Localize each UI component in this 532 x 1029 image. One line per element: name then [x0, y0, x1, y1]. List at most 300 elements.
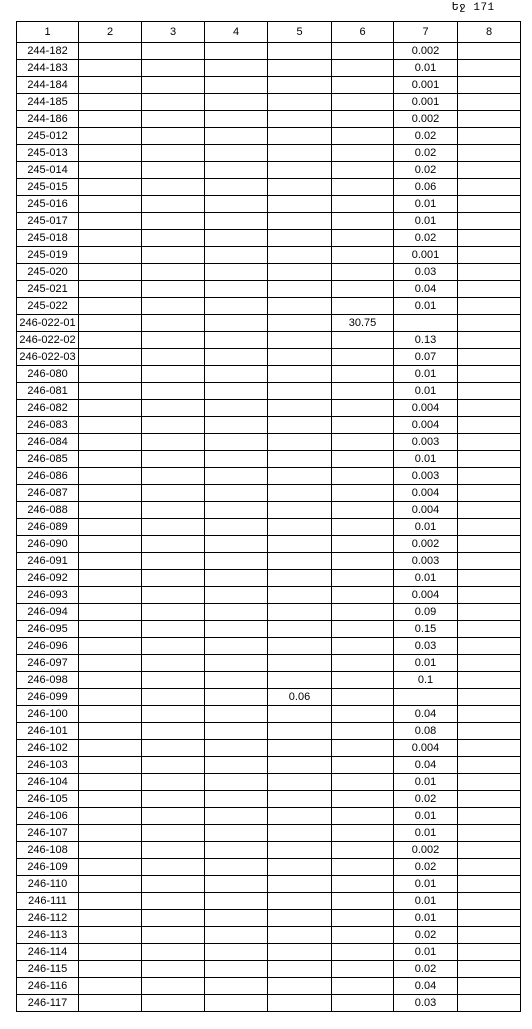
- table-row: [17, 298, 521, 315]
- table-cell-col-8: [458, 587, 521, 604]
- table-cell-col-8: [458, 944, 521, 961]
- table-cell-col-5: [268, 502, 332, 519]
- table-cell-col-5: [268, 383, 332, 400]
- row-id-cell: 246-090: [17, 536, 79, 553]
- table-cell-col-6: [332, 434, 394, 451]
- table-cell-col-2: [79, 145, 142, 162]
- table-cell-col-3: [142, 638, 205, 655]
- table-row: [17, 434, 521, 451]
- table-cell-col-8: [458, 638, 521, 655]
- table-row: [17, 842, 521, 859]
- table-cell-col-5: [268, 349, 332, 366]
- table-cell-col-2: [79, 927, 142, 944]
- table-cell-col-5: [268, 655, 332, 672]
- table-row: [17, 995, 521, 1012]
- table-cell-col-6: [332, 400, 394, 417]
- table-cell-col-8: [458, 247, 521, 264]
- column-header-3: 3: [142, 22, 205, 43]
- table-cell-col-3: [142, 978, 205, 995]
- table-row: [17, 383, 521, 400]
- row-id-cell: 246-116: [17, 978, 79, 995]
- table-cell-col-4: [205, 196, 268, 213]
- table-cell-col-7: 0.004: [394, 400, 458, 417]
- row-id-cell: 245-016: [17, 196, 79, 213]
- table-cell-col-8: [458, 825, 521, 842]
- table-row: [17, 162, 521, 179]
- table-cell-col-3: [142, 247, 205, 264]
- table-cell-col-5: [268, 298, 332, 315]
- table-cell-col-4: [205, 791, 268, 808]
- table-cell-col-5: [268, 196, 332, 213]
- table-cell-col-6: [332, 638, 394, 655]
- table-cell-col-3: [142, 808, 205, 825]
- table-row: [17, 264, 521, 281]
- table-cell-col-2: [79, 672, 142, 689]
- table-cell-col-6: 30.75: [332, 315, 394, 332]
- table-cell-col-7: 0.04: [394, 281, 458, 298]
- row-id-cell: 244-185: [17, 94, 79, 111]
- table-cell-col-7: [394, 689, 458, 706]
- table-header: [17, 22, 521, 43]
- table-row: [17, 927, 521, 944]
- table-cell-col-7: 0.02: [394, 145, 458, 162]
- table-cell-col-2: [79, 910, 142, 927]
- table-cell-col-2: [79, 111, 142, 128]
- table-cell-col-3: [142, 77, 205, 94]
- table-cell-col-8: [458, 723, 521, 740]
- table-cell-col-4: [205, 468, 268, 485]
- table-cell-col-5: [268, 808, 332, 825]
- table-cell-col-8: [458, 961, 521, 978]
- page-number-label: Եջ 171: [452, 2, 495, 14]
- table-cell-col-7: 0.01: [394, 876, 458, 893]
- table-cell-col-6: [332, 791, 394, 808]
- table-cell-col-3: [142, 298, 205, 315]
- table-cell-col-5: [268, 451, 332, 468]
- table-cell-col-8: [458, 349, 521, 366]
- table-cell-col-5: [268, 604, 332, 621]
- table-cell-col-2: [79, 162, 142, 179]
- table-cell-col-4: [205, 281, 268, 298]
- table-cell-col-5: [268, 587, 332, 604]
- table-row: [17, 213, 521, 230]
- table-cell-col-4: [205, 315, 268, 332]
- table-cell-col-8: [458, 77, 521, 94]
- table-cell-col-5: [268, 162, 332, 179]
- table-cell-col-6: [332, 570, 394, 587]
- table-cell-col-4: [205, 111, 268, 128]
- table-cell-col-8: [458, 264, 521, 281]
- table-cell-col-6: [332, 230, 394, 247]
- table-row: [17, 111, 521, 128]
- table-cell-col-5: [268, 400, 332, 417]
- table-cell-col-2: [79, 536, 142, 553]
- table-cell-col-2: [79, 366, 142, 383]
- table-cell-col-2: [79, 213, 142, 230]
- table-cell-col-2: [79, 774, 142, 791]
- table-cell-col-4: [205, 961, 268, 978]
- table-cell-col-7: 0.001: [394, 247, 458, 264]
- row-id-cell: 246-084: [17, 434, 79, 451]
- table-cell-col-8: [458, 655, 521, 672]
- table-cell-col-4: [205, 264, 268, 281]
- table-cell-col-8: [458, 230, 521, 247]
- table-cell-col-8: [458, 383, 521, 400]
- table-cell-col-4: [205, 128, 268, 145]
- table-cell-col-7: 0.01: [394, 60, 458, 77]
- table-row: [17, 553, 521, 570]
- table-cell-col-2: [79, 808, 142, 825]
- table-cell-col-4: [205, 536, 268, 553]
- table-cell-col-3: [142, 859, 205, 876]
- table-cell-col-7: 0.01: [394, 366, 458, 383]
- row-id-cell: 246-089: [17, 519, 79, 536]
- table-cell-col-6: [332, 995, 394, 1012]
- table-cell-col-8: [458, 519, 521, 536]
- table-cell-col-2: [79, 77, 142, 94]
- table-cell-col-6: [332, 383, 394, 400]
- table-cell-col-2: [79, 689, 142, 706]
- table-cell-col-7: 0.04: [394, 706, 458, 723]
- table-row: [17, 808, 521, 825]
- table-cell-col-8: [458, 978, 521, 995]
- table-cell-col-4: [205, 179, 268, 196]
- table-cell-col-5: [268, 230, 332, 247]
- table-cell-col-2: [79, 400, 142, 417]
- table-cell-col-4: [205, 927, 268, 944]
- table-cell-col-3: [142, 519, 205, 536]
- table-cell-col-4: [205, 638, 268, 655]
- table-cell-col-4: [205, 740, 268, 757]
- table-cell-col-7: 0.01: [394, 944, 458, 961]
- table-row: [17, 740, 521, 757]
- table-cell-col-6: [332, 978, 394, 995]
- table-cell-col-7: 0.001: [394, 77, 458, 94]
- table-cell-col-5: [268, 706, 332, 723]
- row-id-cell: 246-109: [17, 859, 79, 876]
- table-cell-col-8: [458, 672, 521, 689]
- table-cell-col-2: [79, 638, 142, 655]
- table-cell-col-5: [268, 927, 332, 944]
- table-row: [17, 723, 521, 740]
- table-cell-col-6: [332, 536, 394, 553]
- table-cell-col-2: [79, 944, 142, 961]
- table-cell-col-4: [205, 145, 268, 162]
- table-cell-col-4: [205, 485, 268, 502]
- table-cell-col-2: [79, 230, 142, 247]
- table-cell-col-6: [332, 43, 394, 60]
- table-cell-col-3: [142, 791, 205, 808]
- table-cell-col-6: [332, 689, 394, 706]
- table-cell-col-4: [205, 672, 268, 689]
- table-cell-col-7: 0.02: [394, 230, 458, 247]
- table-cell-col-6: [332, 94, 394, 111]
- table-cell-col-7: 0.03: [394, 995, 458, 1012]
- table-cell-col-3: [142, 536, 205, 553]
- table-row: [17, 825, 521, 842]
- table-cell-col-6: [332, 145, 394, 162]
- table-cell-col-7: 0.02: [394, 791, 458, 808]
- table-cell-col-3: [142, 366, 205, 383]
- table-row: [17, 638, 521, 655]
- table-cell-col-2: [79, 502, 142, 519]
- table-cell-col-7: 0.15: [394, 621, 458, 638]
- table-cell-col-8: [458, 281, 521, 298]
- table-cell-col-5: [268, 944, 332, 961]
- table-cell-col-4: [205, 808, 268, 825]
- table-cell-col-4: [205, 570, 268, 587]
- row-id-cell: 246-085: [17, 451, 79, 468]
- table-cell-col-6: [332, 468, 394, 485]
- table-row: [17, 417, 521, 434]
- table-cell-col-2: [79, 553, 142, 570]
- row-id-cell: 246-093: [17, 587, 79, 604]
- table-cell-col-8: [458, 570, 521, 587]
- table-cell-col-3: [142, 910, 205, 927]
- table-cell-col-3: [142, 400, 205, 417]
- row-id-cell: 246-105: [17, 791, 79, 808]
- table-cell-col-6: [332, 451, 394, 468]
- table-cell-col-7: 0.004: [394, 587, 458, 604]
- table-cell-col-4: [205, 621, 268, 638]
- table-cell-col-6: [332, 723, 394, 740]
- table-row: [17, 315, 521, 332]
- table-cell-col-4: [205, 774, 268, 791]
- table-row: [17, 230, 521, 247]
- table-cell-col-5: [268, 774, 332, 791]
- row-id-cell: 246-106: [17, 808, 79, 825]
- row-id-cell: 246-082: [17, 400, 79, 417]
- column-header-4: 4: [205, 22, 268, 43]
- table-cell-col-3: [142, 621, 205, 638]
- row-id-cell: 245-022: [17, 298, 79, 315]
- table-cell-col-8: [458, 315, 521, 332]
- table-cell-col-5: [268, 825, 332, 842]
- row-id-cell: 246-081: [17, 383, 79, 400]
- table-cell-col-5: [268, 315, 332, 332]
- table-cell-col-3: [142, 162, 205, 179]
- table-cell-col-5: [268, 842, 332, 859]
- table-cell-col-4: [205, 995, 268, 1012]
- table-cell-col-2: [79, 604, 142, 621]
- table-cell-col-5: [268, 94, 332, 111]
- table-cell-col-4: [205, 876, 268, 893]
- table-cell-col-3: [142, 264, 205, 281]
- table-cell-col-3: [142, 145, 205, 162]
- table-cell-col-5: [268, 536, 332, 553]
- table-cell-col-5: [268, 978, 332, 995]
- table-cell-col-8: [458, 893, 521, 910]
- table-cell-col-2: [79, 247, 142, 264]
- table-cell-col-7: 0.02: [394, 859, 458, 876]
- table-cell-col-6: [332, 604, 394, 621]
- table-cell-col-4: [205, 332, 268, 349]
- table-cell-col-2: [79, 315, 142, 332]
- row-id-cell: 246-111: [17, 893, 79, 910]
- table-cell-col-5: [268, 910, 332, 927]
- table-cell-col-8: [458, 876, 521, 893]
- row-id-cell: 246-110: [17, 876, 79, 893]
- row-id-cell: 244-183: [17, 60, 79, 77]
- table-cell-col-8: [458, 179, 521, 196]
- row-id-cell: 245-017: [17, 213, 79, 230]
- table-cell-col-6: [332, 417, 394, 434]
- table-cell-col-8: [458, 774, 521, 791]
- table-cell-col-6: [332, 60, 394, 77]
- table-cell-col-7: 0.002: [394, 111, 458, 128]
- row-id-cell: 246-101: [17, 723, 79, 740]
- table-cell-col-3: [142, 944, 205, 961]
- table-cell-col-2: [79, 264, 142, 281]
- table-cell-col-7: 0.01: [394, 213, 458, 230]
- table-cell-col-7: 0.1: [394, 672, 458, 689]
- table-row: [17, 570, 521, 587]
- table-cell-col-8: [458, 927, 521, 944]
- table-cell-col-4: [205, 587, 268, 604]
- table-cell-col-3: [142, 502, 205, 519]
- table-cell-col-7: 0.02: [394, 961, 458, 978]
- table-cell-col-3: [142, 417, 205, 434]
- table-cell-col-6: [332, 111, 394, 128]
- table-row: [17, 332, 521, 349]
- table-row: [17, 604, 521, 621]
- table-cell-col-3: [142, 60, 205, 77]
- table-cell-col-6: [332, 281, 394, 298]
- table-cell-col-2: [79, 485, 142, 502]
- table-cell-col-4: [205, 298, 268, 315]
- table-cell-col-7: 0.01: [394, 825, 458, 842]
- row-id-cell: 244-182: [17, 43, 79, 60]
- table-cell-col-5: [268, 60, 332, 77]
- table-row: [17, 791, 521, 808]
- table-cell-col-6: [332, 757, 394, 774]
- row-id-cell: 246-097: [17, 655, 79, 672]
- table-cell-col-7: 0.004: [394, 485, 458, 502]
- table-cell-col-7: 0.01: [394, 451, 458, 468]
- table-cell-col-6: [332, 553, 394, 570]
- row-id-cell: 246-091: [17, 553, 79, 570]
- table-cell-col-8: [458, 689, 521, 706]
- row-id-cell: 246-098: [17, 672, 79, 689]
- table-cell-col-8: [458, 995, 521, 1012]
- row-id-cell: 245-014: [17, 162, 79, 179]
- table-cell-col-4: [205, 400, 268, 417]
- table-cell-col-3: [142, 230, 205, 247]
- table-cell-col-6: [332, 672, 394, 689]
- table-cell-col-8: [458, 621, 521, 638]
- table-cell-col-5: [268, 434, 332, 451]
- table-cell-col-8: [458, 162, 521, 179]
- table-cell-col-6: [332, 808, 394, 825]
- table-cell-col-5: [268, 893, 332, 910]
- table-cell-col-4: [205, 247, 268, 264]
- table-cell-col-4: [205, 978, 268, 995]
- table-row: [17, 621, 521, 638]
- table-cell-col-2: [79, 383, 142, 400]
- table-row: [17, 77, 521, 94]
- table-cell-col-2: [79, 893, 142, 910]
- table-cell-col-4: [205, 689, 268, 706]
- table-cell-col-4: [205, 944, 268, 961]
- table-cell-col-2: [79, 842, 142, 859]
- table-cell-col-5: [268, 791, 332, 808]
- table-cell-col-3: [142, 604, 205, 621]
- table-cell-col-6: [332, 621, 394, 638]
- table-cell-col-4: [205, 842, 268, 859]
- table-cell-col-6: [332, 842, 394, 859]
- table-cell-col-8: [458, 451, 521, 468]
- table-cell-col-2: [79, 621, 142, 638]
- table-cell-col-4: [205, 366, 268, 383]
- table-cell-col-6: [332, 706, 394, 723]
- table-cell-col-3: [142, 961, 205, 978]
- table-cell-col-8: [458, 808, 521, 825]
- table-cell-col-3: [142, 723, 205, 740]
- row-id-cell: 246-092: [17, 570, 79, 587]
- table-cell-col-4: [205, 859, 268, 876]
- table-row: [17, 893, 521, 910]
- table-cell-col-2: [79, 451, 142, 468]
- table-row: [17, 519, 521, 536]
- table-row: [17, 366, 521, 383]
- row-id-cell: 246-103: [17, 757, 79, 774]
- table-cell-col-6: [332, 519, 394, 536]
- table-cell-col-6: [332, 366, 394, 383]
- table-cell-col-5: [268, 961, 332, 978]
- table-row: [17, 978, 521, 995]
- table-cell-col-5: [268, 723, 332, 740]
- header-row: [17, 22, 521, 43]
- table-cell-col-5: [268, 43, 332, 60]
- row-id-cell: 246-112: [17, 910, 79, 927]
- row-id-cell: 244-184: [17, 77, 79, 94]
- table-cell-col-6: [332, 927, 394, 944]
- table-cell-col-3: [142, 383, 205, 400]
- table-cell-col-4: [205, 94, 268, 111]
- table-cell-col-6: [332, 213, 394, 230]
- table-cell-col-3: [142, 43, 205, 60]
- table-cell-col-5: [268, 77, 332, 94]
- table-cell-col-7: [394, 315, 458, 332]
- row-id-cell: 246-100: [17, 706, 79, 723]
- table-cell-col-7: 0.01: [394, 383, 458, 400]
- table-cell-col-5: [268, 366, 332, 383]
- table-row: [17, 655, 521, 672]
- table-cell-col-5: [268, 128, 332, 145]
- row-id-cell: 246-088: [17, 502, 79, 519]
- table-cell-col-6: [332, 298, 394, 315]
- table-cell-col-6: [332, 944, 394, 961]
- table-cell-col-6: [332, 179, 394, 196]
- table-cell-col-5: [268, 213, 332, 230]
- table-cell-col-8: [458, 604, 521, 621]
- table-cell-col-2: [79, 587, 142, 604]
- table-cell-col-2: [79, 468, 142, 485]
- table-cell-col-8: [458, 859, 521, 876]
- table-cell-col-7: 0.02: [394, 128, 458, 145]
- column-header-1: 1: [17, 22, 79, 43]
- table-cell-col-5: [268, 672, 332, 689]
- table-cell-col-5: [268, 179, 332, 196]
- table-cell-col-3: [142, 315, 205, 332]
- table-row: [17, 961, 521, 978]
- table-cell-col-8: [458, 128, 521, 145]
- table-cell-col-5: 0.06: [268, 689, 332, 706]
- table-cell-col-3: [142, 468, 205, 485]
- table-cell-col-6: [332, 587, 394, 604]
- table-cell-col-3: [142, 434, 205, 451]
- table-row: [17, 196, 521, 213]
